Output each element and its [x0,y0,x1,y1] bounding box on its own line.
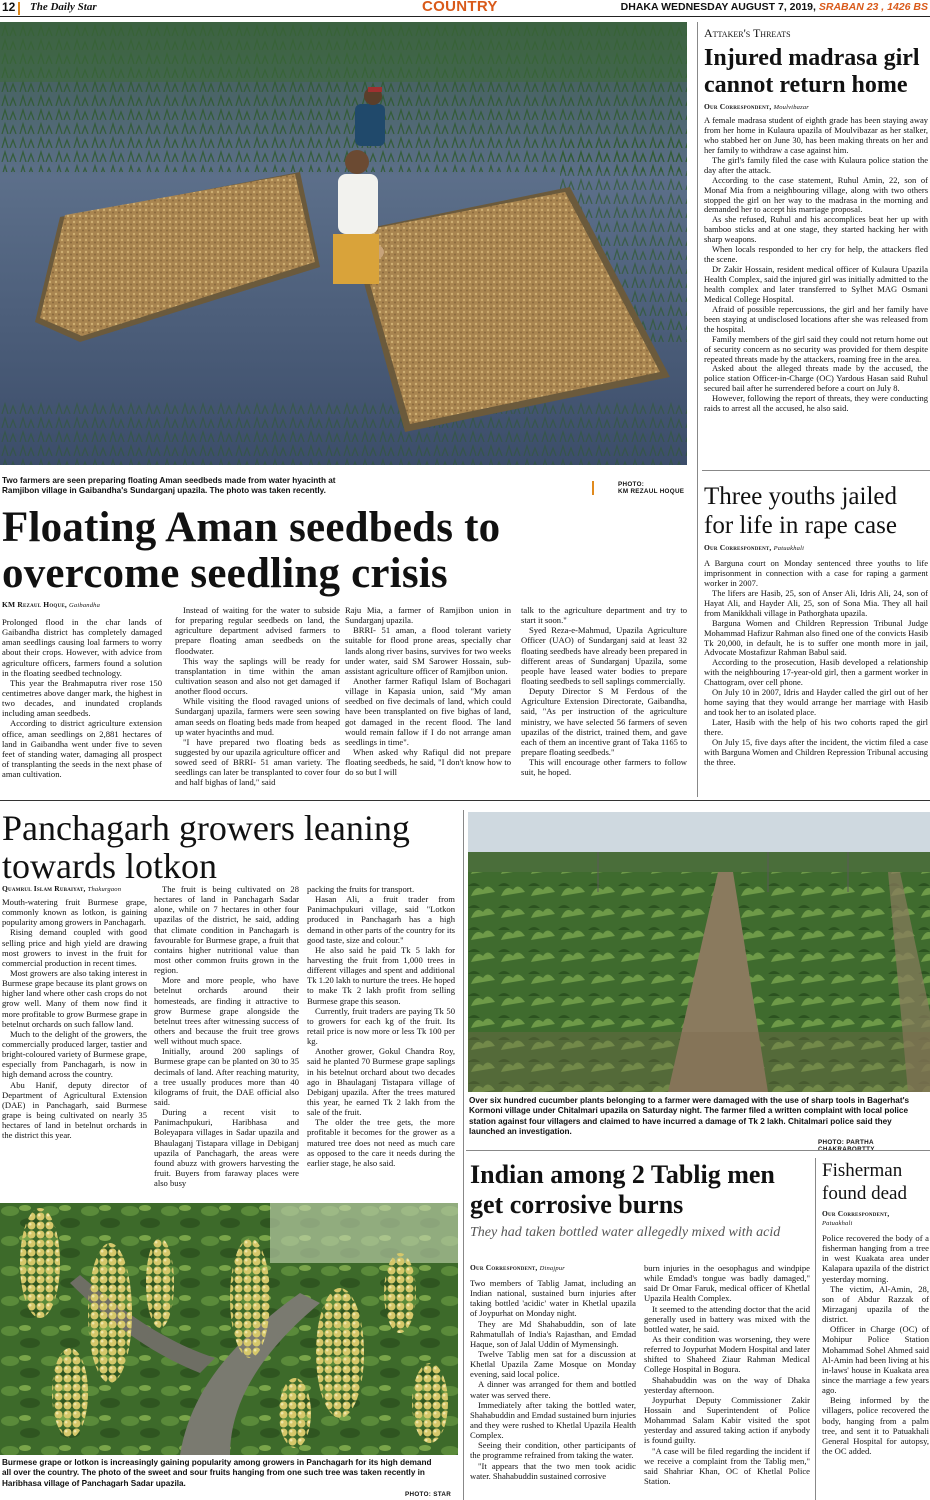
paragraph: More and more people, who have betelnut orchards around their homesteads, are finding it attractive to grow Burmese grape alongside the betelnut trees after witnessing success of others and because the fruit tree grows well without much space. [154,975,299,1047]
paragraph: This will encourage other farmers to follow suit, he hoped. [521,757,687,778]
paragraph: Asked about the alleged threats made by the accused, the police station Officer-in-Charge (OC) Yardous Hasan said Ruhul secured bail after he surrendered before a court on July 8. [704,363,928,394]
floating-byline: KM Rezaul Hoque, Gaibandha [2,600,101,609]
cucumber-photo-caption: Over six hundred cucumber plants belonging to a farmer were damaged with the use of sharp tools in Bagerhat's Kormoni village under Chitalmari upazila on Saturday night. The farmer filed a written complaint with local police station against four villagers and claimed to have incurred a damage of Tk 2 lakh. Chitalmari police said they launched an investigation. [469,1096,910,1136]
lotkon-column-2 [154,884,299,1188]
paragraph: The girl's family filed the case with Kulaura police station the day after the attack. [704,154,928,175]
paragraph: Currently, fruit traders are paying Tk 50 to growers for each kg of the fruit. Its retail price is now more or less Tk 100 per kg. [307,1005,455,1047]
paragraph: Mouth-watering fruit Burmese grape, commonly known as lotkon, is gaining popularity among growers in Panchagarh. [2,897,147,928]
paragraph: According to the prosecution, Hasib developed a relationship with the neighbouring 17-year-old girl, then a garment worker in Chattogram, over cell phone. [704,657,928,688]
fisherman-headline: Fisherman found dead [822,1160,907,1204]
paragraph: Raju Mia, a farmer of Ramjibon union in Sundarganj upazila. [345,605,511,626]
paragraph: While visiting the flood ravaged unions of Sundarganj upazila, farmers were seen sowing aman seeds on floating beds made from heaped up water hyacinths and mud. [175,696,340,737]
tablig-byline: Our Correspondent, Dinajpur [470,1263,566,1272]
paragraph: Deputy Director S M Ferdous of the Agriculture Extension Directorate, Gaibandha, said, "As per instruction of the agriculture ministry, we have selected 56 farmers of seven upazilas of the district, trained them, and gave each of them an incentive grant of Taka 1165 to prepare floating seedbeds." [521,686,687,757]
article-divider [466,1150,930,1151]
section-divider [0,800,930,801]
paragraph: Abu Hanif, deputy director of Department of Agricultural Extension (DAE) in Panchagarh, said Burmese grape is being cultivated on nearly 35 hectares of land in betelnut orchards in the district this year. [2,1079,147,1141]
paragraph: Dr Zakir Hossain, resident medical officer of Kulaura Upazila Health Complex, said the injured girl was initially admitted to the health complex and later transferred to Sylhet MAG Osmani Medical College Hospital. [704,264,928,304]
masthead-divider [18,2,20,15]
paragraph: This year the Brahmaputra river rose 150 centimetres above danger mark, the highest in two decades, and inundated croplands including aman seedbeds. [2,677,162,719]
paragraph: As she refused, Ruhul and his accomplices beat her up with bamboo sticks and at one stage, they started hacking her with sharp weapons. [704,214,928,245]
paragraph: As their condition was worsening, they were referred to Joypurhat Modern Hospital and later shifted to Shaheed Ziaur Rahman Medical College Hospital in Bogura. [644,1333,810,1375]
lotkon-headline: Panchagarh growers leaning towards lotkon [2,808,410,886]
madrasa-headline: Injured madrasa girl cannot return home [704,45,920,99]
madrasa-body [704,116,928,414]
paragraph: Two members of Tablig Jamat, including an Indian national, sustained burn injuries after taking bottled 'acidic' water in Khetlal upazila of Joypurhat on Monday night. [470,1278,636,1319]
paragraph: It seemed to the attending doctor that the acid generally used in battery was mixed with the bottled water, he said. [644,1303,810,1334]
cucumber-field-photo [468,812,930,1092]
paragraph: When asked why Rafiqul did not prepare floating seedbeds, he said, "I don't know how to do so but I will [345,746,511,778]
floating-photo-caption: Two farmers are seen preparing floating Aman seedbeds made from water hyacinth at Ramjibon village in Gaibandha's Sundarganj upazila. The photo was taken recently. [2,476,336,496]
paragraph: The older the tree gets, the more profitable it becomes for the grower as a matured tree does not need as much care as opposed to the care it needs during the earlier stage, he also said. [307,1117,455,1168]
paragraph: Another farmer Rafiqul Islam of Bochagari village in Kapasia union, said "My aman seedbed on five decimals of land, which could have been transplanted on five bighas of land, got damaged in the recent flood. The land would remain fallow if I do not arrange aman seedlings in time". [345,675,511,747]
floating-column-3 [345,605,511,777]
paragraph: "I have prepared two floating beds as suggested by our upazila agriculture officer and sowed seed of BRRI- 51 aman variety. The seedlings can later be transplanted to cover four and half bighas of land," said [175,736,340,788]
paragraph: Being informed by the villagers, police recovered the body, hanging from a palm tree, and sent it to Patuakhali General Hospital for autopsy, the OC added. [822,1395,929,1456]
paragraph: A female madrasa student of eighth grade has been staying away from her home in Kulaura upazila of Moulvibazar as her stalker, who stabbed her on June 30, has been making threats on her and her family to withdraw a case against him. [704,115,928,155]
tablig-column-1 [470,1278,636,1481]
section-title: COUNTRY [422,0,498,15]
tablig-column-2 [644,1263,810,1486]
paragraph: Hasan Ali, a fruit trader from Panimachpukuri village, said "Lotkon produced in Panchagarh has a high demand in other parts of the country for its good taste, size and colour." [307,894,455,945]
paragraph: He also said he paid Tk 5 lakh for harvesting the fruit from 1,000 trees in different villages and spent and additional Tk 1.20 lakh to nurture the trees. He hoped to make Tk 2 lakh profit from selling Burmese grape this season. [307,944,455,1006]
madrasa-kicker: Attaker's Threats [704,26,791,40]
issue-date: DHAKA WEDNESDAY AUGUST 7, 2019, SRABAN 23 , 1426 BS [620,1,928,13]
paragraph: BRRI- 51 aman, a flood tolerant variety suitable for flood prone areas, specially char lands along river basins, survives for two weeks under water, said SM Sarower Hossain, sub-assistant agriculture officer of Ramjibon union. [345,625,511,676]
paragraph: "It appears that the two men took acidic water. Shahabuddin sustained corrosive [470,1460,636,1481]
youths-body [704,559,928,768]
paragraph: Much to the delight of the growers, the commercially produced larger, tastier and bright-coloured variety of Burmese grape, especially from Panchagarh, is now in high demand across the country. [2,1028,147,1080]
floating-photo-credit: PHOTO: KM REZAUL HOQUE [618,481,685,495]
article-divider [702,470,930,471]
paragraph: When locals responded to her cry for help, the attackers fled the scene. [704,244,928,265]
paragraph: Syed Reza-e-Mahmud, Upazila Agriculture Officer (UAO) of Sundarganj said at least 32 floating seedbeds have already been prepared in different areas of Sundarganj Upazila, some people have leased water bodies to prepare floating seedbeds to sell saplings commercially. [521,625,687,686]
paragraph: On July 10 in 2007, Idris and Hayder called the girl out of her home saying that they would arrange her marriage with Hasib and took her to an isolated place. [704,687,928,718]
paragraph: Initially, around 200 saplings of Burmese grape can be planted on 30 to 35 decimals of land. After reaching maturity, a tree usually produces more than 40 kilograms of fruit, the DAE official also said. [154,1046,299,1107]
paragraph: The fruit is being cultivated on 28 hectares of land in Panchagarh Sadar alone, while on 7 hectares in other four upazilas of the district, he said, adding that climate condition in Panchagarh is favourable for Burmese grape, a fruit that contains higher nutritional value than most other common fruits grown in the region. [154,884,299,976]
paragraph: The lifers are Hasib, 25, son of Anser Ali, Idris Ali, 24, son of Hayat Ali, and Hayder Ali, 25, son of Sona Mia. They all hail from Manikkhali village in Pathorghata upazila. [704,587,928,618]
paragraph: Officer in Charge (OC) of Mohipur Police Station Mohammad Sohel Ahmed said Al-Amin had been living at his in-laws' house in Kuakata area since the marriage a few years ago. [822,1324,929,1396]
paragraph: Shahabuddin was on the way of Dhaka yesterday afternoon. [644,1374,810,1395]
lotkon-column-1 [2,897,147,1140]
paragraph: During a recent visit to Panimachpukuri, Haribhasa and Boleyapara villages in Sadar upazila and Bhaulaganj Tistapara village in Debiganj upazila of Panchagarh, the areas were found abuzz with growers harvesting the fruit. Buyers from faraway places were also busy [154,1107,299,1189]
cucumber-photo-credit: PHOTO: PARTHA [818,1139,874,1146]
paragraph: Twelve Tablig men sat for a discussion at Khetlal Upazila Zame Mosque on Monday evening, said local police. [470,1348,636,1380]
paragraph: packing the fruits for transport. [307,884,415,894]
paragraph: Police recovered the body of a fisherman hanging from a tree in west Kuakata area under Kalapara upazila of the district yesterday morning. [822,1233,929,1284]
lotkon-column-3 [307,884,455,1168]
credit-accent-bar [592,481,594,495]
page-number: 12 [2,0,16,14]
paragraph: Most growers are also taking interest in Burmese grape because its plant grows on higher land where other cash crops do not grow well. Many of them now find it more profitable to grow Burmese grape in betelnut orchards on such fallow land. [2,967,147,1029]
paragraph: burn injuries in the oesophagus and windpipe while Emdad's tongue was badly damaged," said Dr Omar Faruk, medical officer of Khetlal Upazila Health Complex. [644,1263,810,1304]
paragraph: Joypurhat Deputy Commissioner Zakir Hossain and Superintendent of Police Mohammad Salam Kabir visited the spot yesterday and assured taking action if anybody is found guilty. [644,1394,810,1446]
youths-headline: Three youths jailed for life in rape case [704,483,897,539]
paragraph: A Barguna court on Monday sentenced three youths to life imprisonment in connection with a case for raping a garment worker in 2007. [704,558,928,588]
paragraph: They are Md Shahabuddin, son of late Rahmatullah of India's Rajasthan, and Emdad Haque, son of Jalal Uddin of Mymensingh. [470,1318,636,1349]
burmese-grape-photo [0,1203,458,1455]
fisherman-body [822,1233,929,1456]
lotkon-photo-caption: Burmese grape or lotkon is increasingly gaining popularity among growers in Panchagarh for its high demand all over the country. The photo of the sweet and sour fruits hanging from one such tree was taken recently in Haribhasa village of Panchagarh Sadar upazila. [2,1458,432,1488]
paragraph: Immediately after taking the bottled water, Shahabuddin and Emdad sustained burn injuries and they were rushed to Khetlal Upazila Health Complex. [470,1399,636,1441]
paragraph: According to district agriculture extension office, aman seedlings on 2,881 hectares of land in Gaibandha went under five to seven feet of standing water, damaging all prospect of transplanting the seeds in the next phase of aman cultivation. [2,718,162,780]
tablig-headline: Indian among 2 Tablig men get corrosive burns [470,1160,775,1219]
column-divider [463,810,464,1500]
paragraph: This way the saplings will be ready for transplantation in time within the aman cultivation season and also not get damaged if another flood occurs. [175,655,340,697]
paragraph: talk to the agriculture department and try to start it soon." [521,605,687,626]
paper-name-logo: The Daily Star [30,1,97,13]
paragraph: Afraid of possible repercussions, the girl and her family have been staying at undisclosed locations after she was released from the hospital. [704,303,928,334]
paragraph: Prolonged flood in the char lands of Gaibandha district has completely damaged aman seedlings causing loal farmers to worry about their crops. However, with advice from agriculture officers, farmers found a solution in the floating seedbed technology. [2,617,162,678]
paragraph: Rising demand coupled with good selling price and high yield are drawing most growers to invest in the fruit for commercial production in recent times. [2,927,147,968]
paragraph: Instead of waiting for the water to subside for preparing regular seedbeds on land, the agriculture department advised farmers to prepare floating aman seedbeds on the floodwater. [175,605,340,656]
paragraph: Seeing their condition, other participants of the programme refrained from taking the water. [470,1440,636,1461]
fisherman-byline: Our Correspondent, Patuakhali [822,1209,890,1227]
column-divider [697,22,698,797]
madrasa-byline: Our Correspondent, Moulvibazar [704,102,809,111]
floating-column-1 [2,617,162,779]
masthead [0,0,930,17]
paragraph: The victim, Al-Amin, 28, son of Abdur Razzak of Mirzaganj upazila of the district. [822,1283,929,1325]
paragraph: However, following the report of threats, they were conducting raids to arrest all the accused, he also said. [704,393,928,414]
column-divider [815,1158,816,1500]
lotkon-photo-credit: PHOTO: STAR [405,1491,452,1498]
lotkon-byline: Quamrul Islam Rubaiyat, Thakurgaon [2,884,122,893]
floating-column-4 [521,605,687,777]
paragraph: Barguna Women and Children Repression Tribunal Judge Mohammad Hafizur Rahman also fined one of the convicts Hasib Tk 20,000, in default, he is to suffer one month more in jail, Advocate Mostafizur Rahman Babul said. [704,617,928,658]
paragraph: Another grower, Gokul Chandra Roy, said he planted 70 Burmese grape saplings in his betelnut orchard about two decades ago in Bhaulaganj Tistapara village of Debiganj upazila. After the trees matured this year, he earned Tk 2 lakh from the sale of the fruit. [307,1046,455,1118]
paragraph: According to the case statement, Ruhul Amin, 22, son of Monaf Mia from a neighbouring village, along with two others stopped the girl on her way to the madrasa in the morning and demanded her to accept his marriage proposal. [704,174,928,215]
paragraph: Family members of the girl said they could not return home out of security concern as no security was provided for them despite repeated threats made by the attackers, roaming free in the area. [704,333,928,364]
youths-byline: Our Correspondent, Patuakhali [704,543,805,552]
paragraph: "A case will be filed regarding the incident if we receive a complaint from the Tablig men," said Shahriar Khan, OC of Khetlal Police Station. [644,1445,810,1486]
tablig-deck: They had taken bottled water allegedly mixed with acid [470,1225,781,1240]
floating-seedbed-photo [0,22,687,465]
paragraph: Later, Hasib with the help of his two cohorts raped the girl there. [704,717,928,737]
floating-column-2 [175,605,340,788]
floating-headline: Floating Aman seedbeds to overcome seedling crisis [2,504,501,598]
paragraph: A dinner was arranged for them and bottled water was served there. [470,1379,636,1400]
paragraph: On July 15, five days after the incident, the victim filed a case with Barguna Women and Children Repression Tribunal accusing the three. [704,736,928,767]
